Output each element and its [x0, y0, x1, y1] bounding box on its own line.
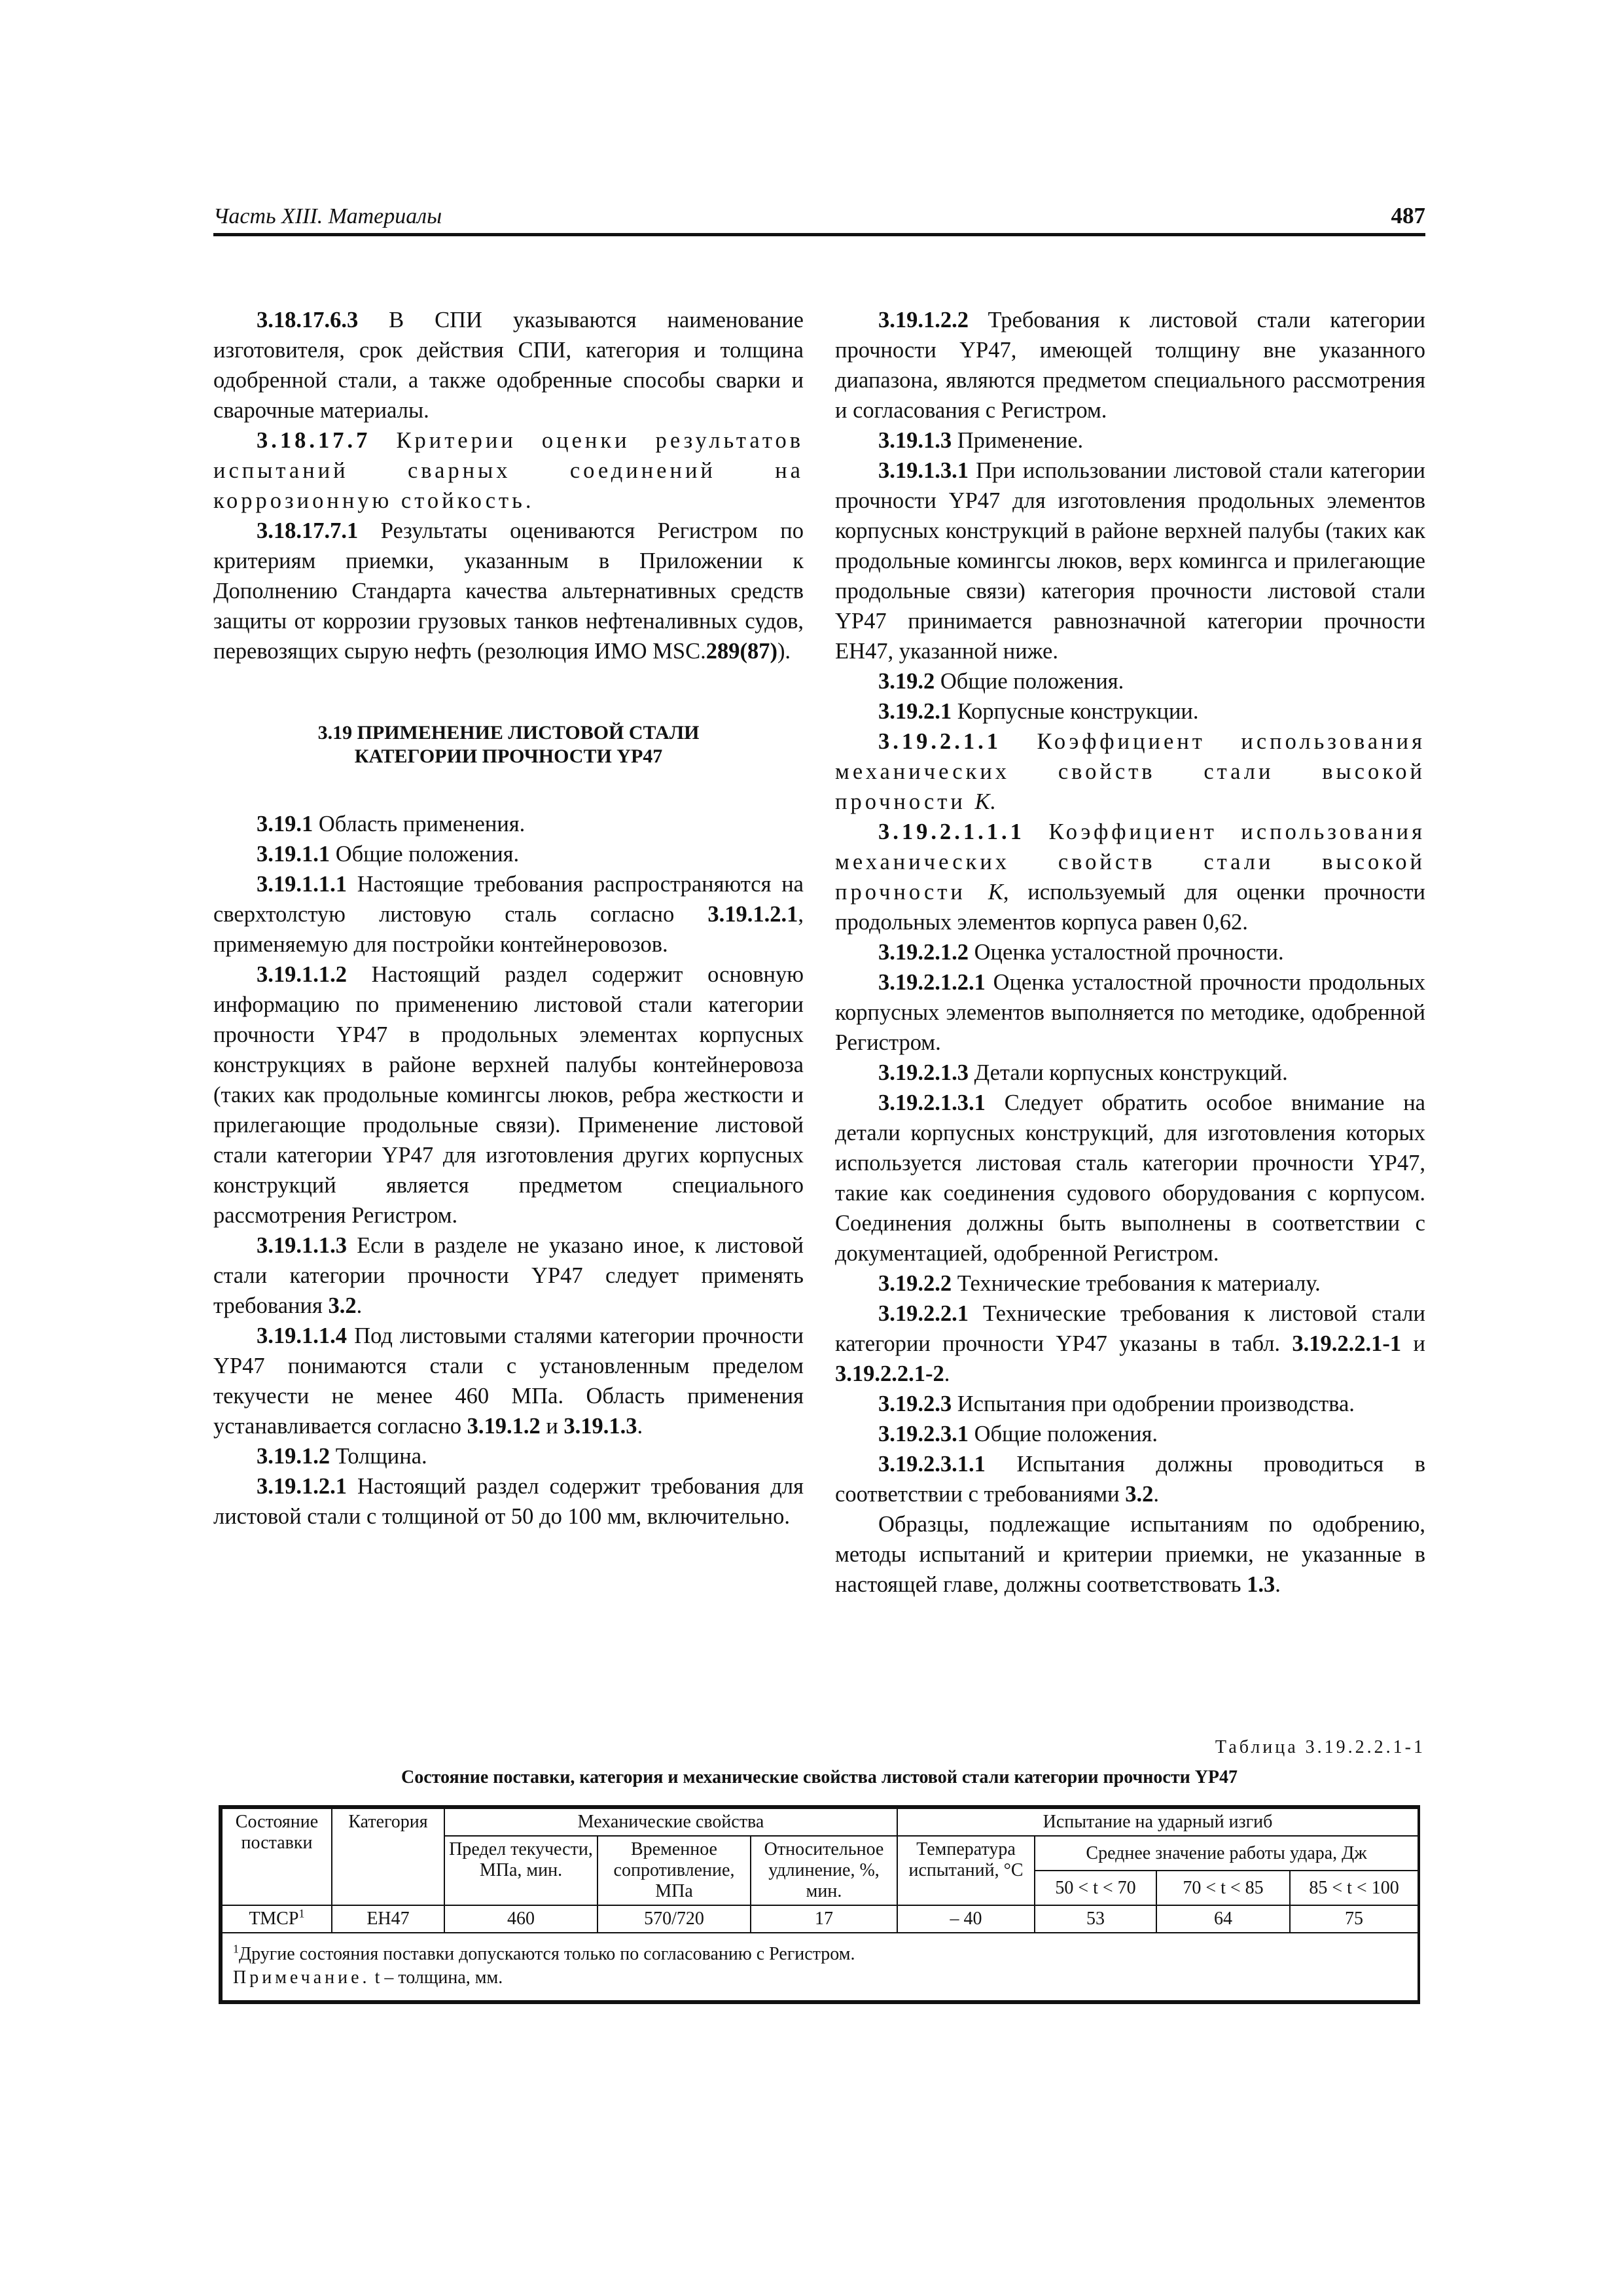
note-text: t – толщина, мм. — [370, 1967, 503, 1988]
clause-number: 3.19.2.1.1.1 — [878, 819, 1025, 844]
paragraph — [835, 456, 1425, 666]
footnote-text: Другие состояния поставки допускаются только по согласованию с Регистром. — [239, 1944, 855, 1964]
paragraph-text: Детали корпусных конструкций. — [969, 1060, 1288, 1085]
clause-number: 3.19.2 — [878, 669, 935, 694]
paragraph — [213, 516, 804, 666]
header-cell-average-energy: Среднее значение работы удара, Дж — [1035, 1836, 1418, 1871]
paragraph-text: Настоящий раздел содержит требования для листовой стали с толщиной от 50 до 100 мм, включительно. — [213, 1474, 804, 1529]
table-row — [222, 1905, 1418, 1933]
coefficient-value: 0,62 — [1202, 910, 1243, 935]
header-cell-elongation: Относительное удлинение, %, мин. — [751, 1836, 897, 1905]
header-cell-thickness-1: 50 < t < 70 — [1035, 1871, 1156, 1905]
paragraph — [213, 839, 804, 869]
cell-category: EH47 — [332, 1905, 444, 1933]
paragraph-text: и — [540, 1414, 564, 1439]
cell-state — [222, 1905, 332, 1933]
paragraph-text: , используемый для оценки прочности продольных элементов корпуса равен — [835, 880, 1425, 935]
cell-yield: 460 — [444, 1905, 597, 1933]
clause-number: 3.19.2.2 — [878, 1271, 952, 1296]
cell-elongation: 17 — [751, 1905, 897, 1933]
table-notes — [222, 1933, 1418, 2001]
paragraph — [835, 726, 1425, 817]
paragraph-text: Если в разделе не указано иное, к листовой стали категории прочности YP47 следует применять требования — [213, 1233, 804, 1318]
paragraph — [835, 425, 1425, 456]
paragraph-end: . — [944, 1361, 950, 1386]
cross-ref: 3.19.1.2.1 — [707, 902, 798, 927]
paragraph-text: Результаты оцениваются Регистром по критериям приемки, указанным в Приложении к Дополнению Стандарта качества альтернативных средств защиты от коррозии грузовых танков нефтеналивных судов, перевозящих сырую нефть (резолюция ИМО MSC. — [213, 518, 804, 664]
paragraph — [213, 1321, 804, 1441]
paragraph-text: Настоящий раздел содержит основную информацию по применению листовой стали категории прочности YP47 в продольных элементах корпусных конструкциях в районе верхней палубы контейнеровоза (таких как продольные комингсы люков, ребра жесткости и прилегающие продольные связи). Применение листовой стали категории YP47 для изготовления других корпусных конструкций является предметом специального рассмотрения Регистром. — [213, 962, 804, 1228]
paragraph-text: Требования к листовой стали категории прочности YP47, имеющей толщину вне указанного диапазона, являются предметом специального рассмотрения и согласования с Регистром. — [835, 308, 1425, 423]
paragraph-text: Испытания должны проводиться в соответствии с требованиями — [835, 1452, 1425, 1507]
paragraph-text: Коэффициент использования механических свойств стали высокой прочности — [835, 819, 1425, 905]
properties-table — [219, 1805, 1420, 2004]
cross-ref: 3.19.1.3 — [563, 1414, 637, 1439]
paragraph-text: Общие положения. — [935, 669, 1124, 694]
clause-number: 3.19.1.1.4 — [257, 1323, 347, 1348]
paragraph-text: Технические требования к материалу. — [952, 1271, 1321, 1296]
paragraph-text: Общие положения. — [330, 842, 520, 867]
paragraph — [835, 1509, 1425, 1600]
cross-ref: 3.2 — [1125, 1482, 1154, 1507]
clause-number: 3.19.2.3.1.1 — [878, 1452, 986, 1477]
paragraph — [835, 696, 1425, 726]
paragraph — [213, 1230, 804, 1321]
clause-number: 3.18.17.7 — [257, 428, 371, 453]
paragraph-text: В СПИ указываются наименование изготовителя, срок действия СПИ, категория и толщина одобренной стали, а также одобренные способы сварки и сварочные материалы. — [213, 308, 804, 423]
clause-number: 3.19.1.2 — [257, 1444, 330, 1469]
paragraph — [835, 1299, 1425, 1389]
clause-number: 3.19.2.1.2 — [878, 940, 969, 965]
header-cell-mechanical: Механические свойства — [444, 1808, 897, 1836]
coefficient-symbol: K — [988, 880, 1003, 905]
header-cell-thickness-2: 70 < t < 85 — [1156, 1871, 1290, 1905]
paragraph — [213, 809, 804, 839]
cross-ref: 3.19.1.2 — [467, 1414, 541, 1439]
paragraph-text: Корпусные конструкции. — [952, 699, 1199, 724]
paragraph-end: . — [637, 1414, 643, 1439]
clause-number: 3.19.2.2.1 — [878, 1301, 969, 1326]
header-cell-state: Состояние поставки — [222, 1808, 332, 1905]
paragraph — [835, 1449, 1425, 1509]
paragraph-text: При использовании листовой стали категории прочности YP47 для изготовления продольных элементов корпусных конструкций в районе верхней палубы (таких как продольные комингсы люков, верх комингса и прилегающие продольные связи) категория прочности листовой стали YP47 принимается равнозначной категории прочности EH47, указанной ниже. — [835, 458, 1425, 664]
cross-ref: 1.3 — [1247, 1572, 1275, 1597]
paragraph-text: Критерии оценки результатов испытаний сварных соединений на коррозионную стойкость. — [213, 428, 804, 513]
page-header — [213, 196, 1425, 236]
clause-number: 3.19.1 — [257, 812, 313, 836]
resolution-ref: 289(87) — [705, 639, 777, 664]
table-caption: Состояние поставки, категория и механические свойства листовой стали категории прочности YP47 — [401, 1767, 1238, 1787]
paragraph — [835, 817, 1425, 937]
note-label: Примечание. — [233, 1967, 370, 1988]
clause-number: 3.18.17.6.3 — [257, 308, 359, 332]
paragraph — [213, 960, 804, 1230]
clause-number: 3.19.2.1.3 — [878, 1060, 969, 1085]
paragraph — [835, 937, 1425, 967]
paragraph-text: Коэффициент использования механических свойств стали высокой прочности — [835, 729, 1425, 814]
paragraph-end: . — [1153, 1482, 1159, 1507]
paragraph-end: . — [1242, 910, 1248, 935]
clause-number: 3.19.1.1 — [257, 842, 330, 867]
paragraph-text: Технические требования к листовой стали категории прочности YP47 указаны в табл. — [835, 1301, 1425, 1356]
paragraph — [213, 305, 804, 425]
cell-state-text: ТМСР — [249, 1909, 299, 1929]
table-notes-row — [222, 1933, 1418, 2001]
cell-temperature: – 40 — [897, 1905, 1035, 1933]
paragraph — [213, 425, 804, 516]
paragraph-end: . — [990, 789, 996, 814]
footnote — [233, 1943, 1407, 1966]
header-cell-yield: Предел текучести, МПа, мин. — [444, 1836, 597, 1905]
paragraph-text: Толщина. — [330, 1444, 427, 1469]
running-title: Часть XIII. Материалы — [213, 204, 442, 228]
paragraph-text: Оценка усталостной прочности продольных корпусных элементов выполняется по методике, одобренной Регистром. — [835, 970, 1425, 1055]
paragraph-text: Настоящие требования распространяются на сверхтолстую листовую сталь согласно — [213, 872, 804, 927]
paragraph — [213, 869, 804, 960]
header-cell-category: Категория — [332, 1808, 444, 1905]
paragraph-end: . — [1275, 1572, 1281, 1597]
paragraph-text: Применение. — [952, 428, 1084, 453]
clause-number: 3.19.2.3 — [878, 1391, 952, 1416]
clause-number: 3.19.2.1.2.1 — [878, 970, 986, 995]
header-cell-thickness-3: 85 < t < 100 — [1290, 1871, 1418, 1905]
paragraph — [835, 1058, 1425, 1088]
paragraph — [835, 967, 1425, 1058]
paragraph-end: . — [356, 1293, 363, 1318]
right-column — [835, 305, 1425, 1600]
clause-number: 3.19.1.1.1 — [257, 872, 347, 897]
cell-energy-3: 75 — [1290, 1905, 1418, 1933]
clause-number: 3.19.1.2.1 — [257, 1474, 347, 1499]
header-cell-tensile: Временное сопротивление, МПа — [597, 1836, 751, 1905]
cross-ref: 3.2 — [328, 1293, 357, 1318]
note — [233, 1966, 1407, 1990]
section-heading — [213, 721, 804, 768]
page-number: 487 — [1391, 203, 1425, 228]
paragraph-text: Следует обратить особое внимание на детали корпусных конструкций, для изготовления которых используется листовая сталь категории прочности YP47, такие как соединения судового оборудования с корпусом. Соединения должны быть выполнены в соответствии с документацией, одобренной Регистром. — [835, 1090, 1425, 1266]
paragraph — [835, 1419, 1425, 1449]
paragraph-text: и — [1401, 1331, 1425, 1356]
footnote-marker: 1 — [298, 1907, 305, 1920]
clause-number: 3.19.1.1.2 — [257, 962, 347, 987]
paragraph-text: Область применения. — [313, 812, 526, 836]
table-label: Таблица 3.19.2.2.1-1 — [1215, 1737, 1425, 1757]
paragraph-text: Общие положения. — [969, 1422, 1158, 1446]
clause-number: 3.19.2.1.1 — [878, 729, 1001, 754]
paragraph — [835, 1268, 1425, 1299]
clause-number: 3.19.2.1 — [878, 699, 952, 724]
paragraph — [835, 1088, 1425, 1268]
table-ref: 3.19.2.2.1-2 — [835, 1361, 944, 1386]
left-column — [213, 305, 804, 1532]
clause-number: 3.19.2.1.3.1 — [878, 1090, 986, 1115]
paragraph — [835, 305, 1425, 425]
clause-number: 3.19.2.3.1 — [878, 1422, 969, 1446]
footnote-marker: 1 — [233, 1942, 239, 1956]
clause-number: 3.19.1.3.1 — [878, 458, 969, 483]
paragraph-end: ). — [777, 639, 791, 664]
paragraph-text: Испытания при одобрении производства. — [952, 1391, 1355, 1416]
coefficient-symbol: K — [974, 789, 990, 814]
clause-number: 3.18.17.7.1 — [257, 518, 359, 543]
paragraph-text: Оценка усталостной прочности. — [969, 940, 1284, 965]
cell-tensile: 570/720 — [597, 1905, 751, 1933]
clause-number: 3.19.1.3 — [878, 428, 952, 453]
header-cell-impact: Испытание на ударный изгиб — [897, 1808, 1418, 1836]
header-cell-temperature: Температура испытаний, °С — [897, 1836, 1035, 1905]
paragraph-end: , применяемую для постройки контейнеровозов. — [213, 902, 804, 957]
data-table — [221, 1808, 1419, 2001]
paragraph-text: Под листовыми сталями категории прочности YP47 понимаются стали с установленным пределом текучести не менее 460 МПа. Область применения устанавливается согласно — [213, 1323, 804, 1439]
table-ref: 3.19.2.2.1-1 — [1292, 1331, 1402, 1356]
section-heading-line: КАТЕГОРИИ ПРОЧНОСТИ YP47 — [354, 745, 663, 767]
cell-energy-2: 64 — [1156, 1905, 1290, 1933]
paragraph — [835, 666, 1425, 696]
table-header-row — [222, 1808, 1418, 1836]
section-heading-line: 3.19 ПРИМЕНЕНИЕ ЛИСТОВОЙ СТАЛИ — [317, 722, 700, 744]
paragraph-text: Образцы, подлежащие испытаниям по одобрению, методы испытаний и критерии приемки, не указанные в настоящей главе, должны соответствовать — [835, 1512, 1425, 1597]
paragraph — [213, 1441, 804, 1471]
clause-number: 3.19.1.1.3 — [257, 1233, 347, 1258]
paragraph — [213, 1471, 804, 1532]
cell-energy-1: 53 — [1035, 1905, 1156, 1933]
clause-number: 3.19.1.2.2 — [878, 308, 969, 332]
paragraph — [835, 1389, 1425, 1419]
